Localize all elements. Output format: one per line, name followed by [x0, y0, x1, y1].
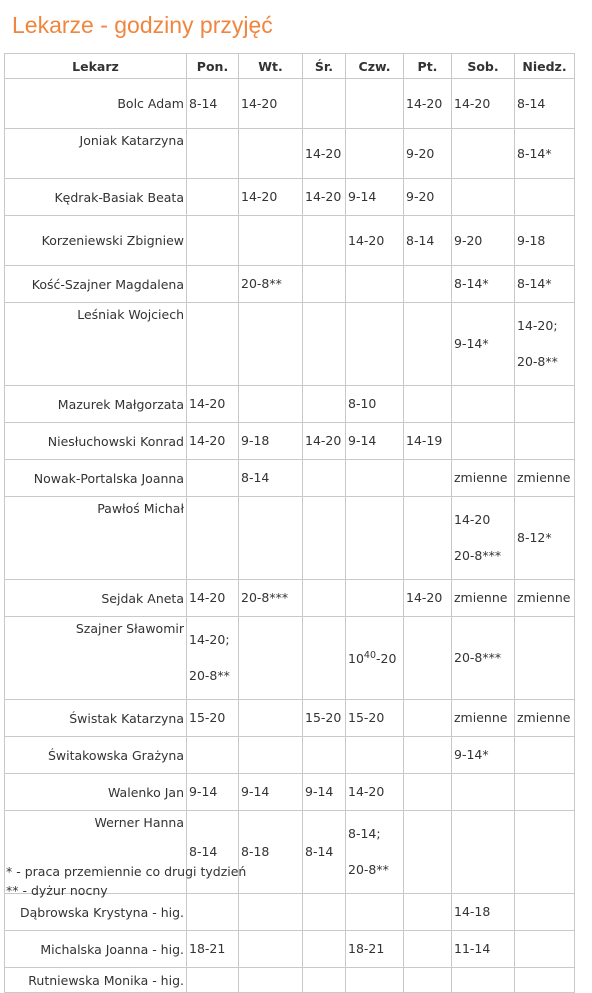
hours-cell-monday: 15-20 — [187, 700, 239, 737]
table-row — [5, 460, 575, 497]
hours-cell-monday — [187, 129, 239, 179]
hours-cell-saturday — [452, 968, 515, 993]
hours-cell-wednesday — [303, 216, 346, 266]
hours-cell-wednesday — [303, 266, 346, 303]
hours-cell-saturday: 9-20 — [452, 216, 515, 266]
table-row — [5, 700, 575, 737]
hours-cell-monday: 8-14 — [187, 79, 239, 129]
hours-cell-friday: 14-20 — [404, 580, 452, 617]
hours-cell-sunday: 8-14* — [515, 266, 575, 303]
hours-cell-monday: 14-20 — [187, 423, 239, 460]
table-row — [5, 266, 575, 303]
doctor-name: Świstak Katarzyna — [5, 700, 187, 737]
hours-cell-thursday — [346, 580, 404, 617]
column-header-friday: Pt. — [404, 54, 452, 79]
hours-cell-sunday — [515, 737, 575, 774]
hours-cell-wednesday: 15-20 — [303, 700, 346, 737]
hours-cell-saturday — [452, 386, 515, 423]
hours-cell-saturday — [452, 423, 515, 460]
hours-cell-wednesday: 14-20 — [303, 423, 346, 460]
hours-cell-wednesday — [303, 968, 346, 993]
hours-cell-monday: 14-20 — [187, 580, 239, 617]
hours-cell-friday — [404, 737, 452, 774]
hours-cell-friday — [404, 931, 452, 968]
hours-cell-thursday: 8-10 — [346, 386, 404, 423]
hours-cell-sunday — [515, 423, 575, 460]
hours-cell-friday — [404, 968, 452, 993]
hours-cell-sunday — [515, 179, 575, 216]
column-header-doctor: Lekarz — [5, 54, 187, 79]
column-header-sunday: Niedz. — [515, 54, 575, 79]
hours-cell-saturday: zmienne — [452, 580, 515, 617]
hours-cell-saturday: 9-14* — [452, 303, 515, 386]
hours-cell-sunday: 8-12* — [515, 497, 575, 580]
doctor-name: Szajner Sławomir — [5, 617, 187, 700]
footnote-night-duty: ** - dyżur nocny — [6, 883, 108, 898]
hours-cell-wednesday — [303, 931, 346, 968]
hours-cell-wednesday — [303, 617, 346, 700]
hours-line: 20-8** — [517, 354, 558, 369]
hours-cell-wednesday — [303, 497, 346, 580]
doctor-name: Pawłoś Michał — [5, 497, 187, 580]
header-row — [5, 54, 575, 79]
doctor-name: Niesłuchowski Konrad — [5, 423, 187, 460]
hours-cell-friday — [404, 266, 452, 303]
table-row — [5, 774, 575, 811]
hours-cell-wednesday — [303, 460, 346, 497]
hours-cell-monday — [187, 968, 239, 993]
hours-cell-wednesday: 14-20 — [303, 179, 346, 216]
hours-cell-thursday — [346, 737, 404, 774]
hours-cell-monday: 14-20 — [187, 386, 239, 423]
doctor-name: Świtakowska Grażyna — [5, 737, 187, 774]
hours-cell-sunday — [515, 386, 575, 423]
hours-cell-sunday — [515, 303, 575, 386]
hours-cell-thursday: 9-14 — [346, 179, 404, 216]
table-row — [5, 931, 575, 968]
table-row — [5, 737, 575, 774]
hours-cell-friday: 9-20 — [404, 179, 452, 216]
table-row — [5, 129, 575, 179]
hours-cell-friday — [404, 894, 452, 931]
table-row — [5, 79, 575, 129]
hours-line: 20-8** — [348, 862, 389, 877]
hours-cell-tuesday: 20-8*** — [239, 580, 303, 617]
hours-cell-wednesday — [303, 79, 346, 129]
doctor-name: Walenko Jan — [5, 774, 187, 811]
hours-cell-monday: 9-14 — [187, 774, 239, 811]
hours-cell-tuesday — [239, 931, 303, 968]
hours-cell-saturday: 14-20 — [452, 79, 515, 129]
hours-cell-thursday: 15-20 — [346, 700, 404, 737]
hours-cell-saturday: 11-14 — [452, 931, 515, 968]
hours-cell-wednesday — [303, 386, 346, 423]
hours-line: 8-14; — [348, 826, 381, 841]
doctor-name: Kędrak-Basiak Beata — [5, 179, 187, 216]
hours-cell-thursday: 18-21 — [346, 931, 404, 968]
doctor-name: Korzeniewski Zbigniew — [5, 216, 187, 266]
hours-cell-tuesday: 8-18 — [239, 811, 303, 894]
column-header-tuesday: Wt. — [239, 54, 303, 79]
hours-cell-sunday — [515, 894, 575, 931]
hours-cell-thursday — [346, 968, 404, 993]
hours-cell-monday — [187, 179, 239, 216]
doctor-name: Mazurek Małgorzata — [5, 386, 187, 423]
hours-cell-tuesday: 14-20 — [239, 179, 303, 216]
hours-cell-monday: 8-14 — [187, 811, 239, 894]
hours-cell-thursday — [346, 811, 404, 894]
column-header-wednesday: Śr. — [303, 54, 346, 79]
hours-cell-friday: 9-20 — [404, 129, 452, 179]
hours-text: 10 — [348, 651, 364, 667]
hours-cell-friday: 8-14 — [404, 216, 452, 266]
column-header-saturday: Sob. — [452, 54, 515, 79]
table-row — [5, 386, 575, 423]
hours-line: 20-8** — [189, 668, 230, 683]
hours-superscript: 40 — [363, 650, 376, 662]
doctor-name: Werner Hanna — [5, 811, 187, 894]
hours-cell-saturday — [452, 179, 515, 216]
hours-cell-thursday — [346, 266, 404, 303]
hours-cell-tuesday — [239, 617, 303, 700]
hours-cell-tuesday: 9-18 — [239, 423, 303, 460]
hours-cell-wednesday: 9-14 — [303, 774, 346, 811]
hours-cell-wednesday — [303, 580, 346, 617]
hours-cell-tuesday: 14-20 — [239, 79, 303, 129]
hours-cell-tuesday — [239, 737, 303, 774]
hours-cell-sunday — [515, 931, 575, 968]
hours-cell-wednesday — [303, 737, 346, 774]
hours-cell-friday: 14-19 — [404, 423, 452, 460]
doctor-name: Dąbrowska Krystyna - hig. — [5, 894, 187, 931]
hours-cell-tuesday: 8-14 — [239, 460, 303, 497]
hours-cell-monday — [187, 617, 239, 700]
footnotes — [6, 862, 246, 900]
hours-cell-friday: 14-20 — [404, 79, 452, 129]
hours-cell-tuesday — [239, 700, 303, 737]
hours-line: 14-20 — [454, 512, 491, 527]
hours-cell-sunday — [515, 617, 575, 700]
hours-cell-monday — [187, 497, 239, 580]
table-row — [5, 423, 575, 460]
doctor-name: Rutniewska Monika - hig. — [5, 968, 187, 993]
hours-line: 20-8*** — [454, 548, 502, 563]
doctor-name: Sejdak Aneta — [5, 580, 187, 617]
hours-cell-saturday — [452, 774, 515, 811]
hours-cell-thursday — [346, 497, 404, 580]
schedule-table — [4, 53, 575, 993]
hours-cell-thursday: 14-20 — [346, 216, 404, 266]
hours-line: 14-20; — [189, 632, 230, 647]
page-title: Lekarze - godziny przyjęć — [12, 12, 273, 38]
hours-cell-saturday: 8-14* — [452, 266, 515, 303]
hours-cell-friday — [404, 700, 452, 737]
hours-cell-sunday: zmienne — [515, 460, 575, 497]
hours-cell-monday — [187, 737, 239, 774]
doctor-name: Michalska Joanna - hig. — [5, 931, 187, 968]
table-row — [5, 303, 575, 386]
hours-cell-saturday — [452, 811, 515, 894]
hours-cell-wednesday — [303, 303, 346, 386]
hours-cell-wednesday: 14-20 — [303, 129, 346, 179]
hours-cell-sunday — [515, 774, 575, 811]
hours-cell-tuesday — [239, 386, 303, 423]
table-row — [5, 580, 575, 617]
hours-cell-saturday: zmienne — [452, 460, 515, 497]
doctor-name: Bolc Adam — [5, 79, 187, 129]
hours-cell-saturday: 9-14* — [452, 737, 515, 774]
hours-cell-tuesday: 20-8** — [239, 266, 303, 303]
hours-cell-saturday: zmienne — [452, 700, 515, 737]
hours-cell-friday — [404, 774, 452, 811]
hours-cell-monday — [187, 303, 239, 386]
hours-cell-thursday — [346, 303, 404, 386]
table-row — [5, 617, 575, 700]
hours-cell-tuesday — [239, 968, 303, 993]
hours-cell-thursday — [346, 894, 404, 931]
hours-cell-sunday: zmienne — [515, 700, 575, 737]
hours-cell-monday — [187, 216, 239, 266]
hours-cell-wednesday: 8-14 — [303, 811, 346, 894]
table-row — [5, 179, 575, 216]
table-row — [5, 497, 575, 580]
column-header-monday: Pon. — [187, 54, 239, 79]
hours-cell-wednesday — [303, 894, 346, 931]
hours-cell-tuesday — [239, 216, 303, 266]
hours-cell-monday — [187, 266, 239, 303]
hours-cell-thursday — [346, 460, 404, 497]
hours-cell-thursday — [346, 79, 404, 129]
hours-cell-tuesday — [239, 129, 303, 179]
hours-cell-monday: 18-21 — [187, 931, 239, 968]
hours-cell-saturday: 20-8*** — [452, 617, 515, 700]
hours-cell-monday — [187, 460, 239, 497]
hours-cell-thursday — [346, 129, 404, 179]
hours-cell-sunday: 9-18 — [515, 216, 575, 266]
doctor-name: Joniak Katarzyna — [5, 129, 187, 179]
hours-cell-friday — [404, 497, 452, 580]
hours-cell-thursday: 14-20 — [346, 774, 404, 811]
hours-cell-friday — [404, 303, 452, 386]
doctor-name: Leśniak Wojciech — [5, 303, 187, 386]
doctor-name: Nowak-Portalska Joanna — [5, 460, 187, 497]
footnote-alternating: * - praca przemiennie co drugi tydzień — [6, 864, 247, 879]
table-row — [5, 968, 575, 993]
hours-cell-friday — [404, 460, 452, 497]
hours-text: -20 — [376, 651, 397, 667]
table-row — [5, 216, 575, 266]
hours-cell-saturday: 14-18 — [452, 894, 515, 931]
hours-cell-thursday — [346, 617, 404, 700]
hours-cell-friday — [404, 811, 452, 894]
hours-cell-saturday — [452, 129, 515, 179]
hours-cell-friday — [404, 617, 452, 700]
hours-line: 14-20; — [517, 318, 558, 333]
hours-cell-tuesday — [239, 894, 303, 931]
doctor-name: Kość-Szajner Magdalena — [5, 266, 187, 303]
hours-cell-tuesday — [239, 303, 303, 386]
hours-cell-sunday — [515, 968, 575, 993]
hours-cell-tuesday — [239, 497, 303, 580]
hours-cell-sunday: 8-14 — [515, 79, 575, 129]
hours-cell-sunday: 8-14* — [515, 129, 575, 179]
hours-cell-friday — [404, 386, 452, 423]
hours-cell-sunday: zmienne — [515, 580, 575, 617]
hours-cell-thursday: 9-14 — [346, 423, 404, 460]
hours-cell-sunday — [515, 811, 575, 894]
hours-cell-tuesday: 9-14 — [239, 774, 303, 811]
column-header-thursday: Czw. — [346, 54, 404, 79]
hours-cell-saturday — [452, 497, 515, 580]
